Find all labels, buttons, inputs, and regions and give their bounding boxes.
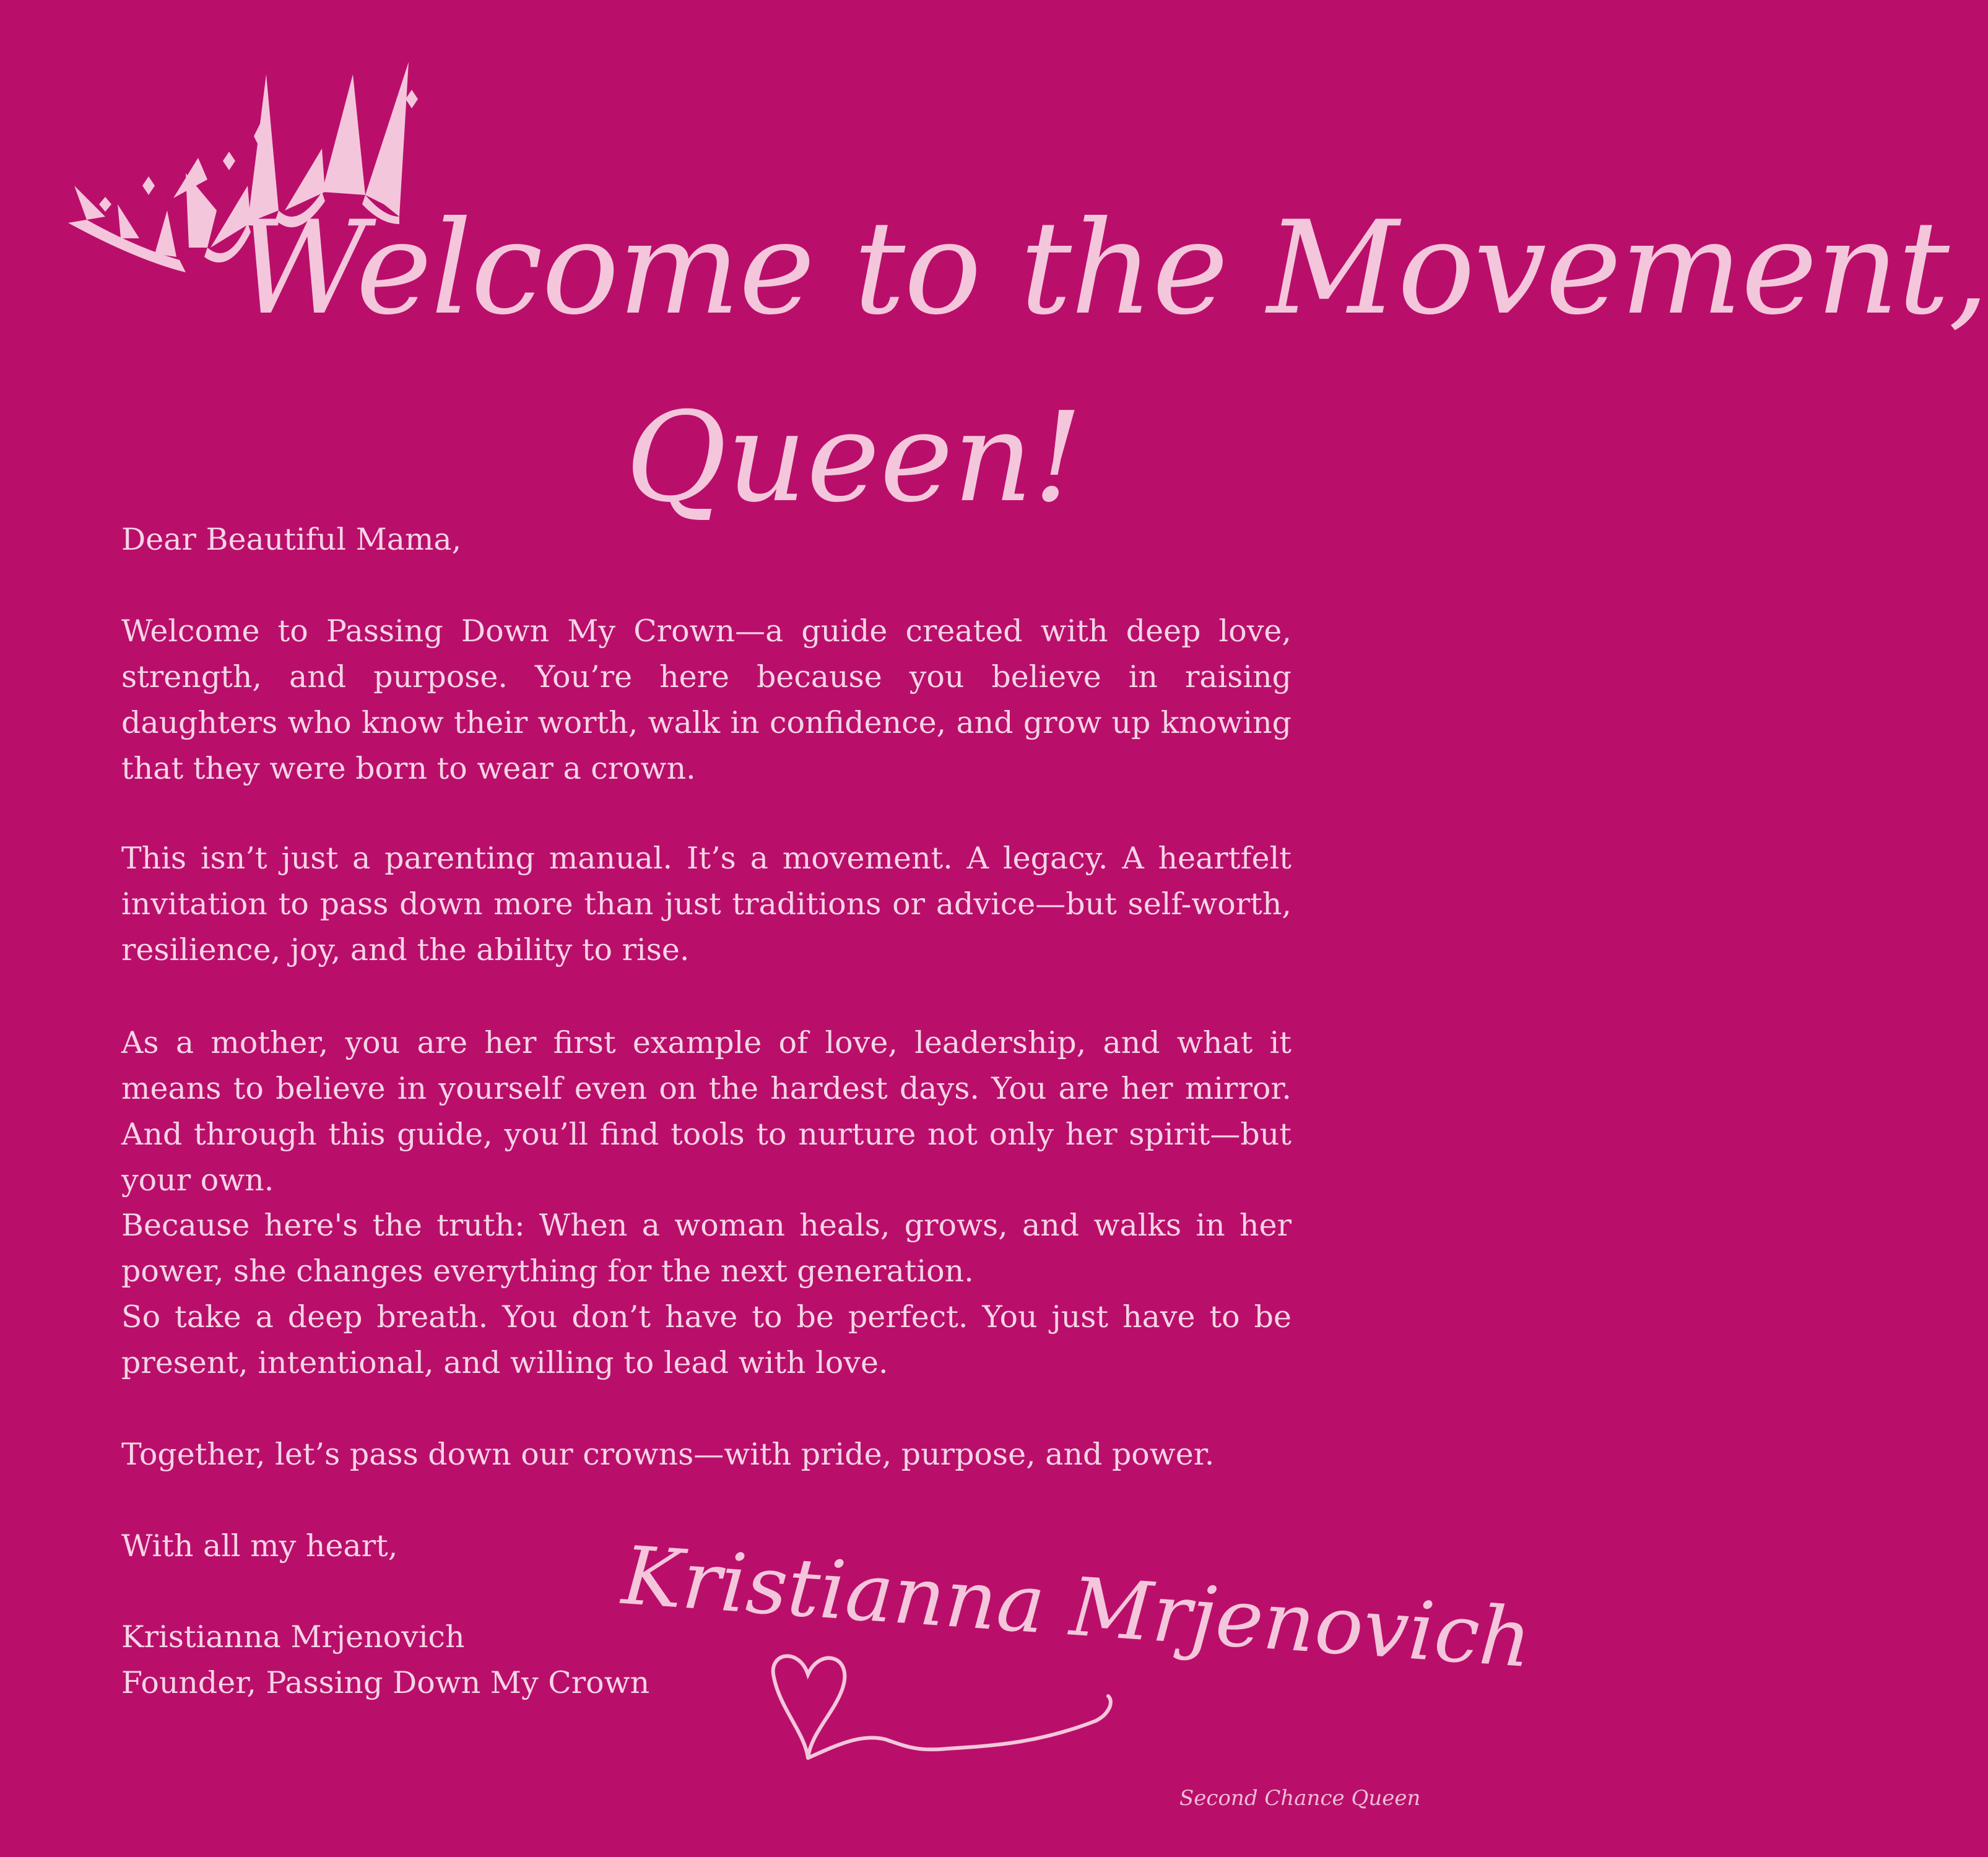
- watermark-logo: Second Chance Queen: [1179, 1786, 1421, 1811]
- letter-paragraph-3: As a mother, you are her first example of love, leadership, and what it means to believe in yourself even on the hardest days. You are her mirror. And through this guide, you’ll find tools to nurture not only her spirit—but your own.: [121, 1025, 1291, 1198]
- letter-paragraph-1: Welcome to Passing Down My Crown—a guide created with deep love, strength, and purpose. You’re here because you believe in raising daughters who know their worth, walk in confidence, and grow up knowing that they were born to wear a crown.: [121, 613, 1291, 786]
- signer-title: Founder, Passing Down My Crown: [121, 1665, 650, 1700]
- letter-closing: With all my heart,: [121, 1528, 398, 1564]
- letter-paragraph-4b: So take a deep breath. You don’t have to be perfect. You just have to be present, intentional, and willing to lead with love.: [121, 1299, 1291, 1380]
- title-welcome: Welcome to the Movement,: [235, 194, 1988, 344]
- title-queen: Queen!: [625, 386, 1083, 530]
- letter-paragraph-4: [121, 1203, 1291, 1386]
- handwritten-signature: Kristianna Mrjenovich: [619, 1528, 1535, 1686]
- letter-greeting: Dear Beautiful Mama,: [121, 522, 462, 557]
- letter-paragraph-5: Together, let’s pass down our crowns—with pride, purpose, and power.: [121, 1437, 1215, 1472]
- signer-name: Kristianna Mrjenovich: [121, 1619, 465, 1655]
- letter-paragraph-4a: Because here's the truth: When a woman heals, grows, and walks in her power, she changes everything for the next generation.: [121, 1208, 1291, 1289]
- heart-flourish-icon: [762, 1640, 1121, 1764]
- letter-paragraph-2: This isn’t just a parenting manual. It’s a movement. A legacy. A heartfelt invitation to pass down more than just traditions or advice—but self-worth, resilience, joy, and the ability to rise.: [121, 841, 1291, 967]
